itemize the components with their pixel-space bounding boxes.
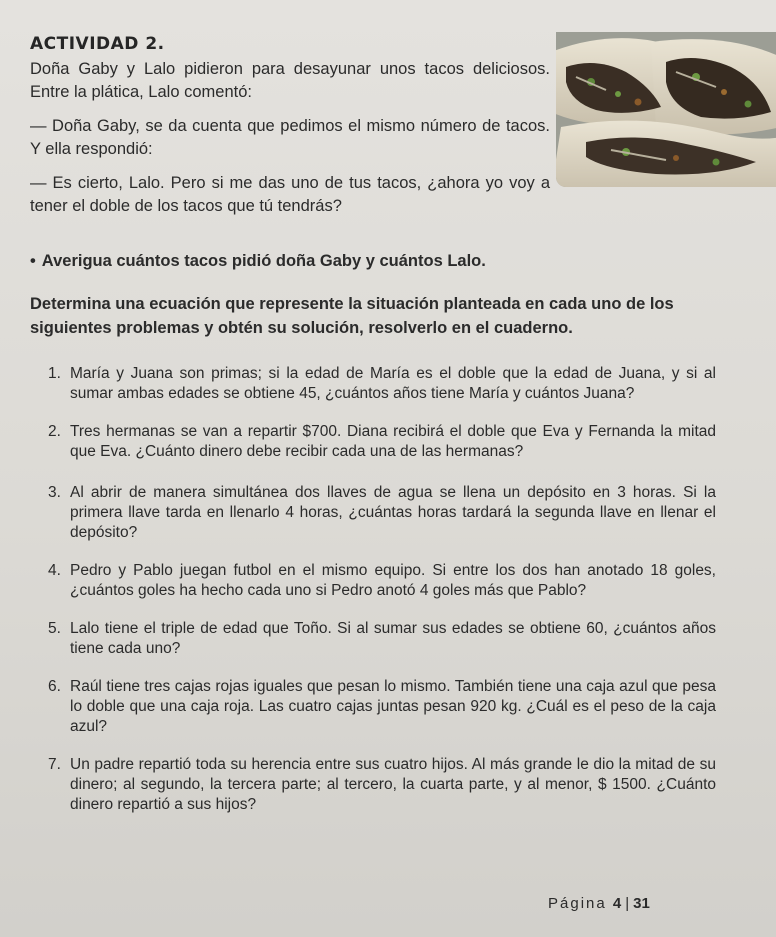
problem-text: María y Juana son primas; si la edad de María es el doble que la edad de Juana, y si al sumar ambas edades se obtiene 45, ¿cuántos años tiene María y cuántos Juana? bbox=[70, 365, 716, 402]
problem-item-7 bbox=[48, 755, 716, 815]
problem-text: Tres hermanas se van a repartir $700. Diana recibirá el doble que Eva y Fernanda la mitad que Eva. ¿Cuánto dinero debe recibir cada una de las hermanas? bbox=[70, 423, 716, 460]
intro-task bbox=[30, 252, 550, 271]
intro-paragraph-3: — Es cierto, Lalo. Pero si me das uno de tus tacos, ¿ahora yo voy a tener el doble de los tacos que tú tendrás? bbox=[30, 174, 550, 215]
problem-number: 5. bbox=[48, 620, 61, 637]
problem-text: Un padre repartió toda su herencia entre sus cuatro hijos. Al más grande le dio la mitad de su dinero; al segundo, la tercera parte; al tercero, la cuarta parte, y al menor, $ 1500. ¿Cuánto dinero repartió a sus hijos? bbox=[70, 756, 716, 813]
page-separator: | bbox=[625, 895, 630, 912]
instructions-heading: Determina una ecuación que represente la situación planteada en cada uno de los siguientes problemas y obtén su solución, resolverlo en el cuaderno. bbox=[30, 295, 674, 337]
bullet-icon: • bbox=[30, 252, 36, 270]
activity-title: ACTIVIDAD 2. bbox=[30, 34, 165, 54]
intro-story bbox=[30, 58, 550, 229]
problem-number: 2. bbox=[48, 423, 61, 440]
problem-item-4 bbox=[48, 561, 716, 601]
problem-item-3 bbox=[48, 483, 716, 543]
intro-paragraph-1: Doña Gaby y Lalo pidieron para desayunar unos tacos deliciosos. Entre la plática, Lalo comentó: bbox=[30, 60, 550, 101]
problem-number: 1. bbox=[48, 365, 61, 382]
problem-text: Pedro y Pablo juegan futbol en el mismo equipo. Si entre los dos han anotado 18 goles, ¿cuántos goles ha hecho cada uno si Pedro anotó 4 goles más que Pablo? bbox=[70, 562, 716, 599]
page-footer bbox=[548, 895, 650, 912]
problem-number: 4. bbox=[48, 562, 61, 579]
problem-text: Al abrir de manera simultánea dos llaves de agua se llena un depósito en 3 horas. Si la primera llave tarda en llenarlo 4 horas, ¿cuántas horas tardará la segunda llave en llenar el depósito? bbox=[70, 484, 716, 541]
intro-task-text: Averigua cuántos tacos pidió doña Gaby y cuántos Lalo. bbox=[41, 252, 486, 270]
page-number: 4 bbox=[612, 895, 622, 912]
problem-item-1 bbox=[48, 364, 716, 404]
page-total: 31 bbox=[633, 895, 650, 912]
problem-item-6 bbox=[48, 677, 716, 737]
tacos-photo bbox=[556, 32, 776, 187]
intro-paragraph-2: — Doña Gaby, se da cuenta que pedimos el mismo número de tacos. Y ella respondió: bbox=[30, 117, 550, 158]
problem-text: Lalo tiene el triple de edad que Toño. Si al sumar sus edades se obtiene 60, ¿cuántos años tiene cada uno? bbox=[70, 620, 716, 657]
problem-number: 6. bbox=[48, 678, 61, 695]
problem-text: Raúl tiene tres cajas rojas iguales que pesan lo mismo. También tiene una caja azul que pesa lo doble que una caja roja. Las cuatro cajas juntas pesan 920 kg. ¿Cuál es el peso de la caja azul? bbox=[70, 678, 716, 735]
problem-list bbox=[48, 364, 716, 815]
page-label: Página bbox=[548, 895, 607, 912]
problem-item-2 bbox=[48, 422, 716, 462]
problem-item-5 bbox=[48, 619, 716, 659]
problem-number: 7. bbox=[48, 756, 61, 773]
problem-number: 3. bbox=[48, 484, 61, 501]
